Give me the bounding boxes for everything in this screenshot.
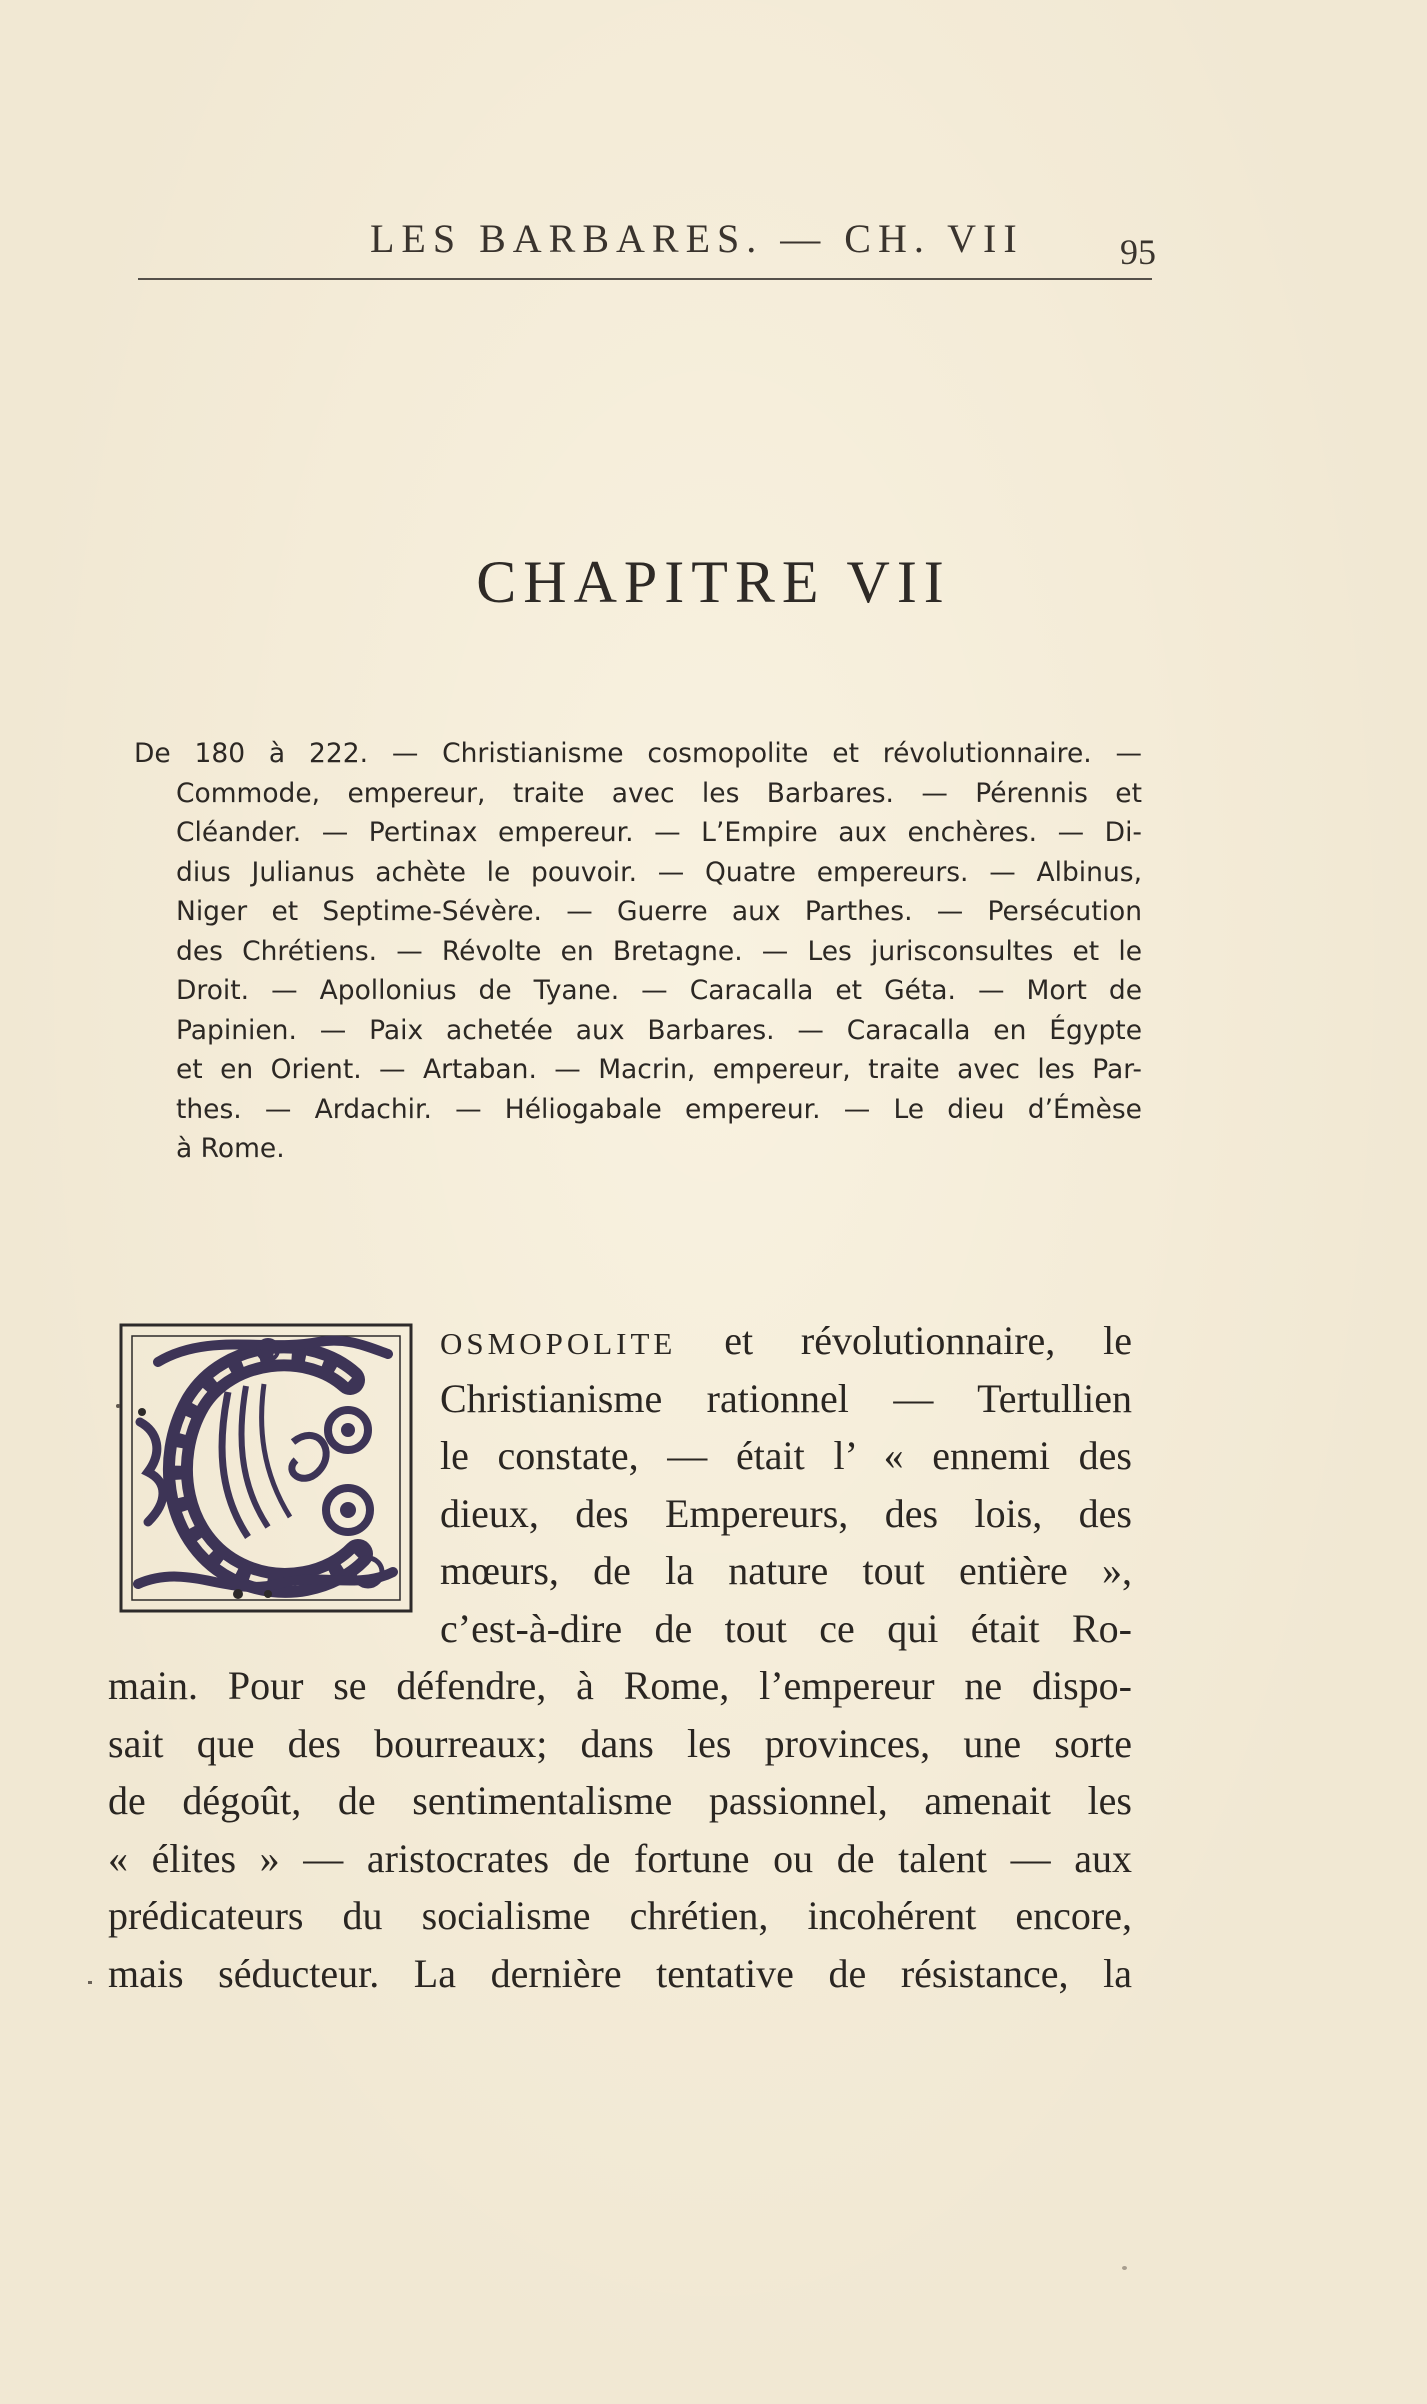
summary-line: des Chrétiens. — Révolte en Bretagne. — Les jurisconsultes et le (176, 935, 1142, 967)
summary-line: Niger et Septime-Sévère. — Guerre aux Parthes. — Persécution (176, 896, 1142, 927)
running-title: LES BARBARES. — CH. VII (370, 216, 1024, 261)
header-rule (138, 278, 1152, 280)
body-first-line (440, 1312, 1132, 1370)
summary-line: Droit. — Apollonius de Tyane. — Caracalla et Géta. — Mort de (176, 975, 1142, 1006)
body-line: dieux, des Empereurs, des lois, des (440, 1490, 1132, 1536)
body-line: « élites » — aristocrates de fortune ou de talent — aux (108, 1835, 1132, 1881)
body-line: c’est-à-dire de tout ce qui était Ro- (440, 1605, 1132, 1651)
summary-line: et en Orient. — Artaban. — Macrin, empereur, traite avec les Par- (176, 1054, 1142, 1085)
running-head (0, 215, 1427, 275)
summary-line: Papinien. — Paix achetée aux Barbares. — Caracalla en Égypte (176, 1014, 1142, 1046)
body-text (108, 1312, 1132, 2002)
chapter-title-text: CHAPITRE VII (476, 549, 951, 615)
lead-word: OSMOPOLITE (440, 1326, 677, 1361)
chapter-summary (134, 734, 1142, 1169)
summary-line: De 180 à 222. — Christianisme cosmopolite et révolutionnaire. — (134, 738, 1142, 769)
page-number: 95 (1120, 232, 1156, 272)
body-line: de dégoût, de sentimentalisme passionnel, amenait les (108, 1778, 1132, 1823)
paper-speck (116, 1404, 120, 1408)
paper-speck (88, 1981, 92, 1984)
body-line: mœurs, de la nature tout entière », (440, 1548, 1132, 1593)
summary-line: Cléander. — Pertinax empereur. — L’Empire aux enchères. — Di- (176, 817, 1142, 848)
body-line: le constate, — était l’ « ennemi des (440, 1433, 1132, 1478)
first-line-rest: et révolutionnaire, le (724, 1318, 1133, 1363)
body-line: main. Pour se défendre, à Rome, l’empereur ne dispo- (108, 1663, 1132, 1708)
body-line: prédicateurs du socialisme chrétien, incohérent encore, (108, 1893, 1132, 1938)
summary-line: Commode, empereur, traite avec les Barbares. — Pérennis et (176, 777, 1142, 809)
chapter-title (0, 548, 1427, 617)
body-line: Christianisme rationnel — Tertullien (440, 1375, 1132, 1421)
paper-speck (1122, 2266, 1127, 2270)
summary-line: dius Julianus achète le pouvoir. — Quatre empereurs. — Albinus, (176, 856, 1142, 888)
summary-line: à Rome. (176, 1133, 285, 1164)
body-line: sait que des bourreaux; dans les provinces, une sorte (108, 1720, 1132, 1766)
body-line: mais séducteur. La dernière tentative de résistance, la (108, 1950, 1132, 1996)
summary-line: thes. — Ardachir. — Héliogabale empereur. — Le dieu d’Émèse (176, 1093, 1142, 1125)
